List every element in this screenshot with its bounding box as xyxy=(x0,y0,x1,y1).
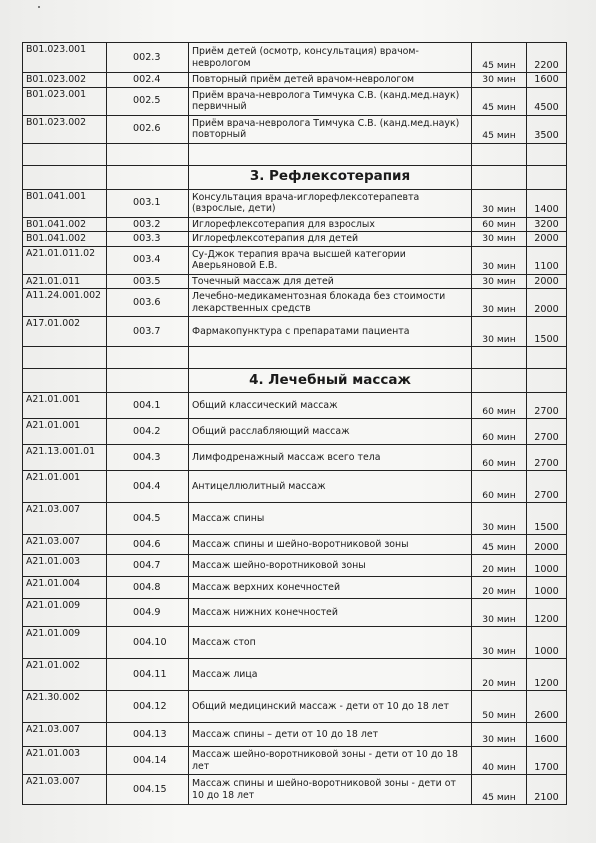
price-cell: 1600 xyxy=(527,73,567,88)
service-name-cell: Приём врача-невролога Тимчука С.В. (канд.мед.наук) первичный xyxy=(189,87,472,115)
duration-cell: 45 мин xyxy=(472,535,527,555)
price-cell: 1000 xyxy=(527,555,567,577)
service-name-cell: Массаж нижних конечностей xyxy=(189,599,472,627)
service-code-cell: A21.01.011.02 xyxy=(23,246,107,274)
service-number-cell: 002.6 xyxy=(107,115,189,143)
section-blank-cell xyxy=(527,165,567,189)
price-cell: 1600 xyxy=(527,723,567,747)
duration-cell: 60 мин xyxy=(472,471,527,503)
service-name-cell: Консультация врача-иглорефлексотерапевта (взрослые, дети) xyxy=(189,189,472,217)
service-number-cell: 004.5 xyxy=(107,503,189,535)
service-name-cell: Приём детей (осмотр, консультация) врачом-неврологом xyxy=(189,43,472,73)
service-number-cell: 004.6 xyxy=(107,535,189,555)
price-cell: 1000 xyxy=(527,627,567,659)
empty-row xyxy=(23,143,567,165)
duration-cell: 30 мин xyxy=(472,627,527,659)
service-name-cell: Массаж спины xyxy=(189,503,472,535)
service-name-cell: Иглорефлексотерапия для взрослых xyxy=(189,217,472,232)
service-number-cell: 004.7 xyxy=(107,555,189,577)
duration-cell: 50 мин xyxy=(472,691,527,723)
service-code-cell: B01.023.002 xyxy=(23,73,107,88)
price-cell: 3500 xyxy=(527,115,567,143)
service-number-cell: 003.6 xyxy=(107,289,189,317)
table-row xyxy=(23,555,567,577)
service-number-cell: 002.5 xyxy=(107,87,189,115)
duration-cell: 20 мин xyxy=(472,577,527,599)
service-name-cell: Массаж шейно-воротниковой зоны xyxy=(189,555,472,577)
service-code-cell: B01.041.002 xyxy=(23,217,107,232)
table-row xyxy=(23,43,567,73)
duration-cell: 45 мин xyxy=(472,775,527,805)
service-number-cell: 004.14 xyxy=(107,747,189,775)
empty-cell xyxy=(23,143,107,165)
service-name-cell: Массаж стоп xyxy=(189,627,472,659)
table-row xyxy=(23,115,567,143)
table-row xyxy=(23,419,567,445)
duration-cell: 20 мин xyxy=(472,659,527,691)
table-row xyxy=(23,599,567,627)
duration-cell: 60 мин xyxy=(472,217,527,232)
service-name-cell: Массаж спины и шейно-воротниковой зоны xyxy=(189,535,472,555)
service-code-cell: A21.03.007 xyxy=(23,503,107,535)
empty-cell xyxy=(23,347,107,369)
service-code-cell: A21.01.004 xyxy=(23,577,107,599)
duration-cell: 30 мин xyxy=(472,246,527,274)
duration-cell: 45 мин xyxy=(472,115,527,143)
table-row xyxy=(23,393,567,419)
service-number-cell: 004.11 xyxy=(107,659,189,691)
duration-cell: 60 мин xyxy=(472,393,527,419)
service-name-cell: Приём врача-невролога Тимчука С.В. (канд.мед.наук) повторный xyxy=(189,115,472,143)
duration-cell: 30 мин xyxy=(472,274,527,289)
service-name-cell: Массаж шейно-воротниковой зоны - дети от 10 до 18 лет xyxy=(189,747,472,775)
price-cell: 1700 xyxy=(527,747,567,775)
table-row xyxy=(23,503,567,535)
service-name-cell: Антицеллюлитный массаж xyxy=(189,471,472,503)
section-blank-cell xyxy=(23,165,107,189)
service-code-cell: B01.023.002 xyxy=(23,115,107,143)
section-blank-cell xyxy=(107,165,189,189)
empty-cell xyxy=(189,143,472,165)
price-cell: 2700 xyxy=(527,419,567,445)
service-name-cell: Повторный приём детей врачом-неврологом xyxy=(189,73,472,88)
price-cell: 1000 xyxy=(527,577,567,599)
service-number-cell: 004.8 xyxy=(107,577,189,599)
service-code-cell: A21.13.001.01 xyxy=(23,445,107,471)
service-name-cell: Фармакопунктура с препаратами пациента xyxy=(189,317,472,347)
service-name-cell: Су-Джок терапия врача высшей категории Аверьяновой Е.В. xyxy=(189,246,472,274)
service-code-cell: A21.01.001 xyxy=(23,393,107,419)
table-row xyxy=(23,246,567,274)
empty-cell xyxy=(472,143,527,165)
service-number-cell: 004.3 xyxy=(107,445,189,471)
table-row xyxy=(23,289,567,317)
duration-cell: 60 мин xyxy=(472,419,527,445)
table-row xyxy=(23,723,567,747)
duration-cell: 60 мин xyxy=(472,445,527,471)
service-code-cell: B01.023.001 xyxy=(23,43,107,73)
duration-cell: 45 мин xyxy=(472,87,527,115)
service-code-cell: A21.01.009 xyxy=(23,627,107,659)
service-number-cell: 003.3 xyxy=(107,232,189,247)
service-name-cell: Массаж лица xyxy=(189,659,472,691)
table-row xyxy=(23,217,567,232)
price-cell: 2600 xyxy=(527,691,567,723)
price-cell: 2700 xyxy=(527,471,567,503)
table-row xyxy=(23,73,567,88)
service-code-cell: A21.01.009 xyxy=(23,599,107,627)
service-number-cell: 003.5 xyxy=(107,274,189,289)
empty-cell xyxy=(107,347,189,369)
service-name-cell: Массаж верхних конечностей xyxy=(189,577,472,599)
duration-cell: 40 мин xyxy=(472,747,527,775)
empty-cell xyxy=(527,143,567,165)
section-blank-cell xyxy=(527,369,567,393)
table-row xyxy=(23,445,567,471)
service-code-cell: A21.01.002 xyxy=(23,659,107,691)
section-blank-cell xyxy=(23,369,107,393)
empty-row xyxy=(23,347,567,369)
service-name-cell: Лимфодренажный массаж всего тела xyxy=(189,445,472,471)
service-number-cell: 003.7 xyxy=(107,317,189,347)
empty-cell xyxy=(189,347,472,369)
section-blank-cell xyxy=(107,369,189,393)
service-name-cell: Иглорефлексотерапия для детей xyxy=(189,232,472,247)
service-code-cell: A17.01.002 xyxy=(23,317,107,347)
service-number-cell: 004.9 xyxy=(107,599,189,627)
service-code-cell: A21.01.001 xyxy=(23,419,107,445)
duration-cell: 30 мин xyxy=(472,189,527,217)
service-number-cell: 003.1 xyxy=(107,189,189,217)
service-code-cell: A21.03.007 xyxy=(23,535,107,555)
empty-cell xyxy=(107,143,189,165)
service-name-cell: Лечебно-медикаментозная блокада без стоимости лекарственных средств xyxy=(189,289,472,317)
duration-cell: 30 мин xyxy=(472,73,527,88)
price-cell: 2000 xyxy=(527,232,567,247)
table-row xyxy=(23,577,567,599)
service-code-cell: A21.03.007 xyxy=(23,723,107,747)
table-row xyxy=(23,535,567,555)
service-name-cell: Общий расслабляющий массаж xyxy=(189,419,472,445)
service-number-cell: 003.4 xyxy=(107,246,189,274)
service-name-cell: Общий классический массаж xyxy=(189,393,472,419)
service-code-cell: A21.03.007 xyxy=(23,775,107,805)
duration-cell: 45 мин xyxy=(472,43,527,73)
table-row xyxy=(23,691,567,723)
service-code-cell: B01.041.002 xyxy=(23,232,107,247)
table-row xyxy=(23,471,567,503)
service-number-cell: 004.1 xyxy=(107,393,189,419)
service-number-cell: 003.2 xyxy=(107,217,189,232)
table-row xyxy=(23,775,567,805)
duration-cell: 30 мин xyxy=(472,599,527,627)
price-cell: 3200 xyxy=(527,217,567,232)
price-cell: 1200 xyxy=(527,599,567,627)
duration-cell: 30 мин xyxy=(472,503,527,535)
scan-speck xyxy=(38,6,40,8)
price-cell: 2000 xyxy=(527,289,567,317)
section-title: 3. Рефлексотерапия xyxy=(189,165,472,189)
price-list-table xyxy=(22,42,567,805)
service-number-cell: 002.4 xyxy=(107,73,189,88)
duration-cell: 20 мин xyxy=(472,555,527,577)
price-cell: 2200 xyxy=(527,43,567,73)
price-cell: 1200 xyxy=(527,659,567,691)
price-cell: 2000 xyxy=(527,274,567,289)
section-blank-cell xyxy=(472,165,527,189)
price-cell: 1400 xyxy=(527,189,567,217)
table-row xyxy=(23,317,567,347)
service-number-cell: 004.13 xyxy=(107,723,189,747)
service-number-cell: 004.15 xyxy=(107,775,189,805)
duration-cell: 30 мин xyxy=(472,723,527,747)
empty-cell xyxy=(527,347,567,369)
service-number-cell: 004.2 xyxy=(107,419,189,445)
service-name-cell: Точечный массаж для детей xyxy=(189,274,472,289)
service-code-cell: A21.30.002 xyxy=(23,691,107,723)
service-code-cell: B01.041.001 xyxy=(23,189,107,217)
service-code-cell: B01.023.001 xyxy=(23,87,107,115)
service-code-cell: A21.01.003 xyxy=(23,747,107,775)
price-cell: 2100 xyxy=(527,775,567,805)
service-code-cell: A21.01.001 xyxy=(23,471,107,503)
service-code-cell: A11.24.001.002 xyxy=(23,289,107,317)
price-cell: 2700 xyxy=(527,393,567,419)
service-name-cell: Общий медицинский массаж - дети от 10 до 18 лет xyxy=(189,691,472,723)
price-cell: 1500 xyxy=(527,503,567,535)
table-row xyxy=(23,274,567,289)
service-number-cell: 004.12 xyxy=(107,691,189,723)
section-title: 4. Лечебный массаж xyxy=(189,369,472,393)
table-row xyxy=(23,659,567,691)
section-header-row xyxy=(23,165,567,189)
table-row xyxy=(23,747,567,775)
empty-cell xyxy=(472,347,527,369)
service-code-cell: A21.01.003 xyxy=(23,555,107,577)
price-cell: 1100 xyxy=(527,246,567,274)
service-name-cell: Массаж спины и шейно-воротниковой зоны - дети от 10 до 18 лет xyxy=(189,775,472,805)
duration-cell: 30 мин xyxy=(472,232,527,247)
section-header-row xyxy=(23,369,567,393)
table-row xyxy=(23,189,567,217)
service-number-cell: 004.10 xyxy=(107,627,189,659)
service-number-cell: 002.3 xyxy=(107,43,189,73)
price-cell: 2700 xyxy=(527,445,567,471)
service-name-cell: Массаж спины – дети от 10 до 18 лет xyxy=(189,723,472,747)
service-code-cell: A21.01.011 xyxy=(23,274,107,289)
price-cell: 4500 xyxy=(527,87,567,115)
service-number-cell: 004.4 xyxy=(107,471,189,503)
price-cell: 1500 xyxy=(527,317,567,347)
section-blank-cell xyxy=(472,369,527,393)
table-row xyxy=(23,87,567,115)
table-row xyxy=(23,627,567,659)
table-row xyxy=(23,232,567,247)
duration-cell: 30 мин xyxy=(472,317,527,347)
duration-cell: 30 мин xyxy=(472,289,527,317)
price-cell: 2000 xyxy=(527,535,567,555)
